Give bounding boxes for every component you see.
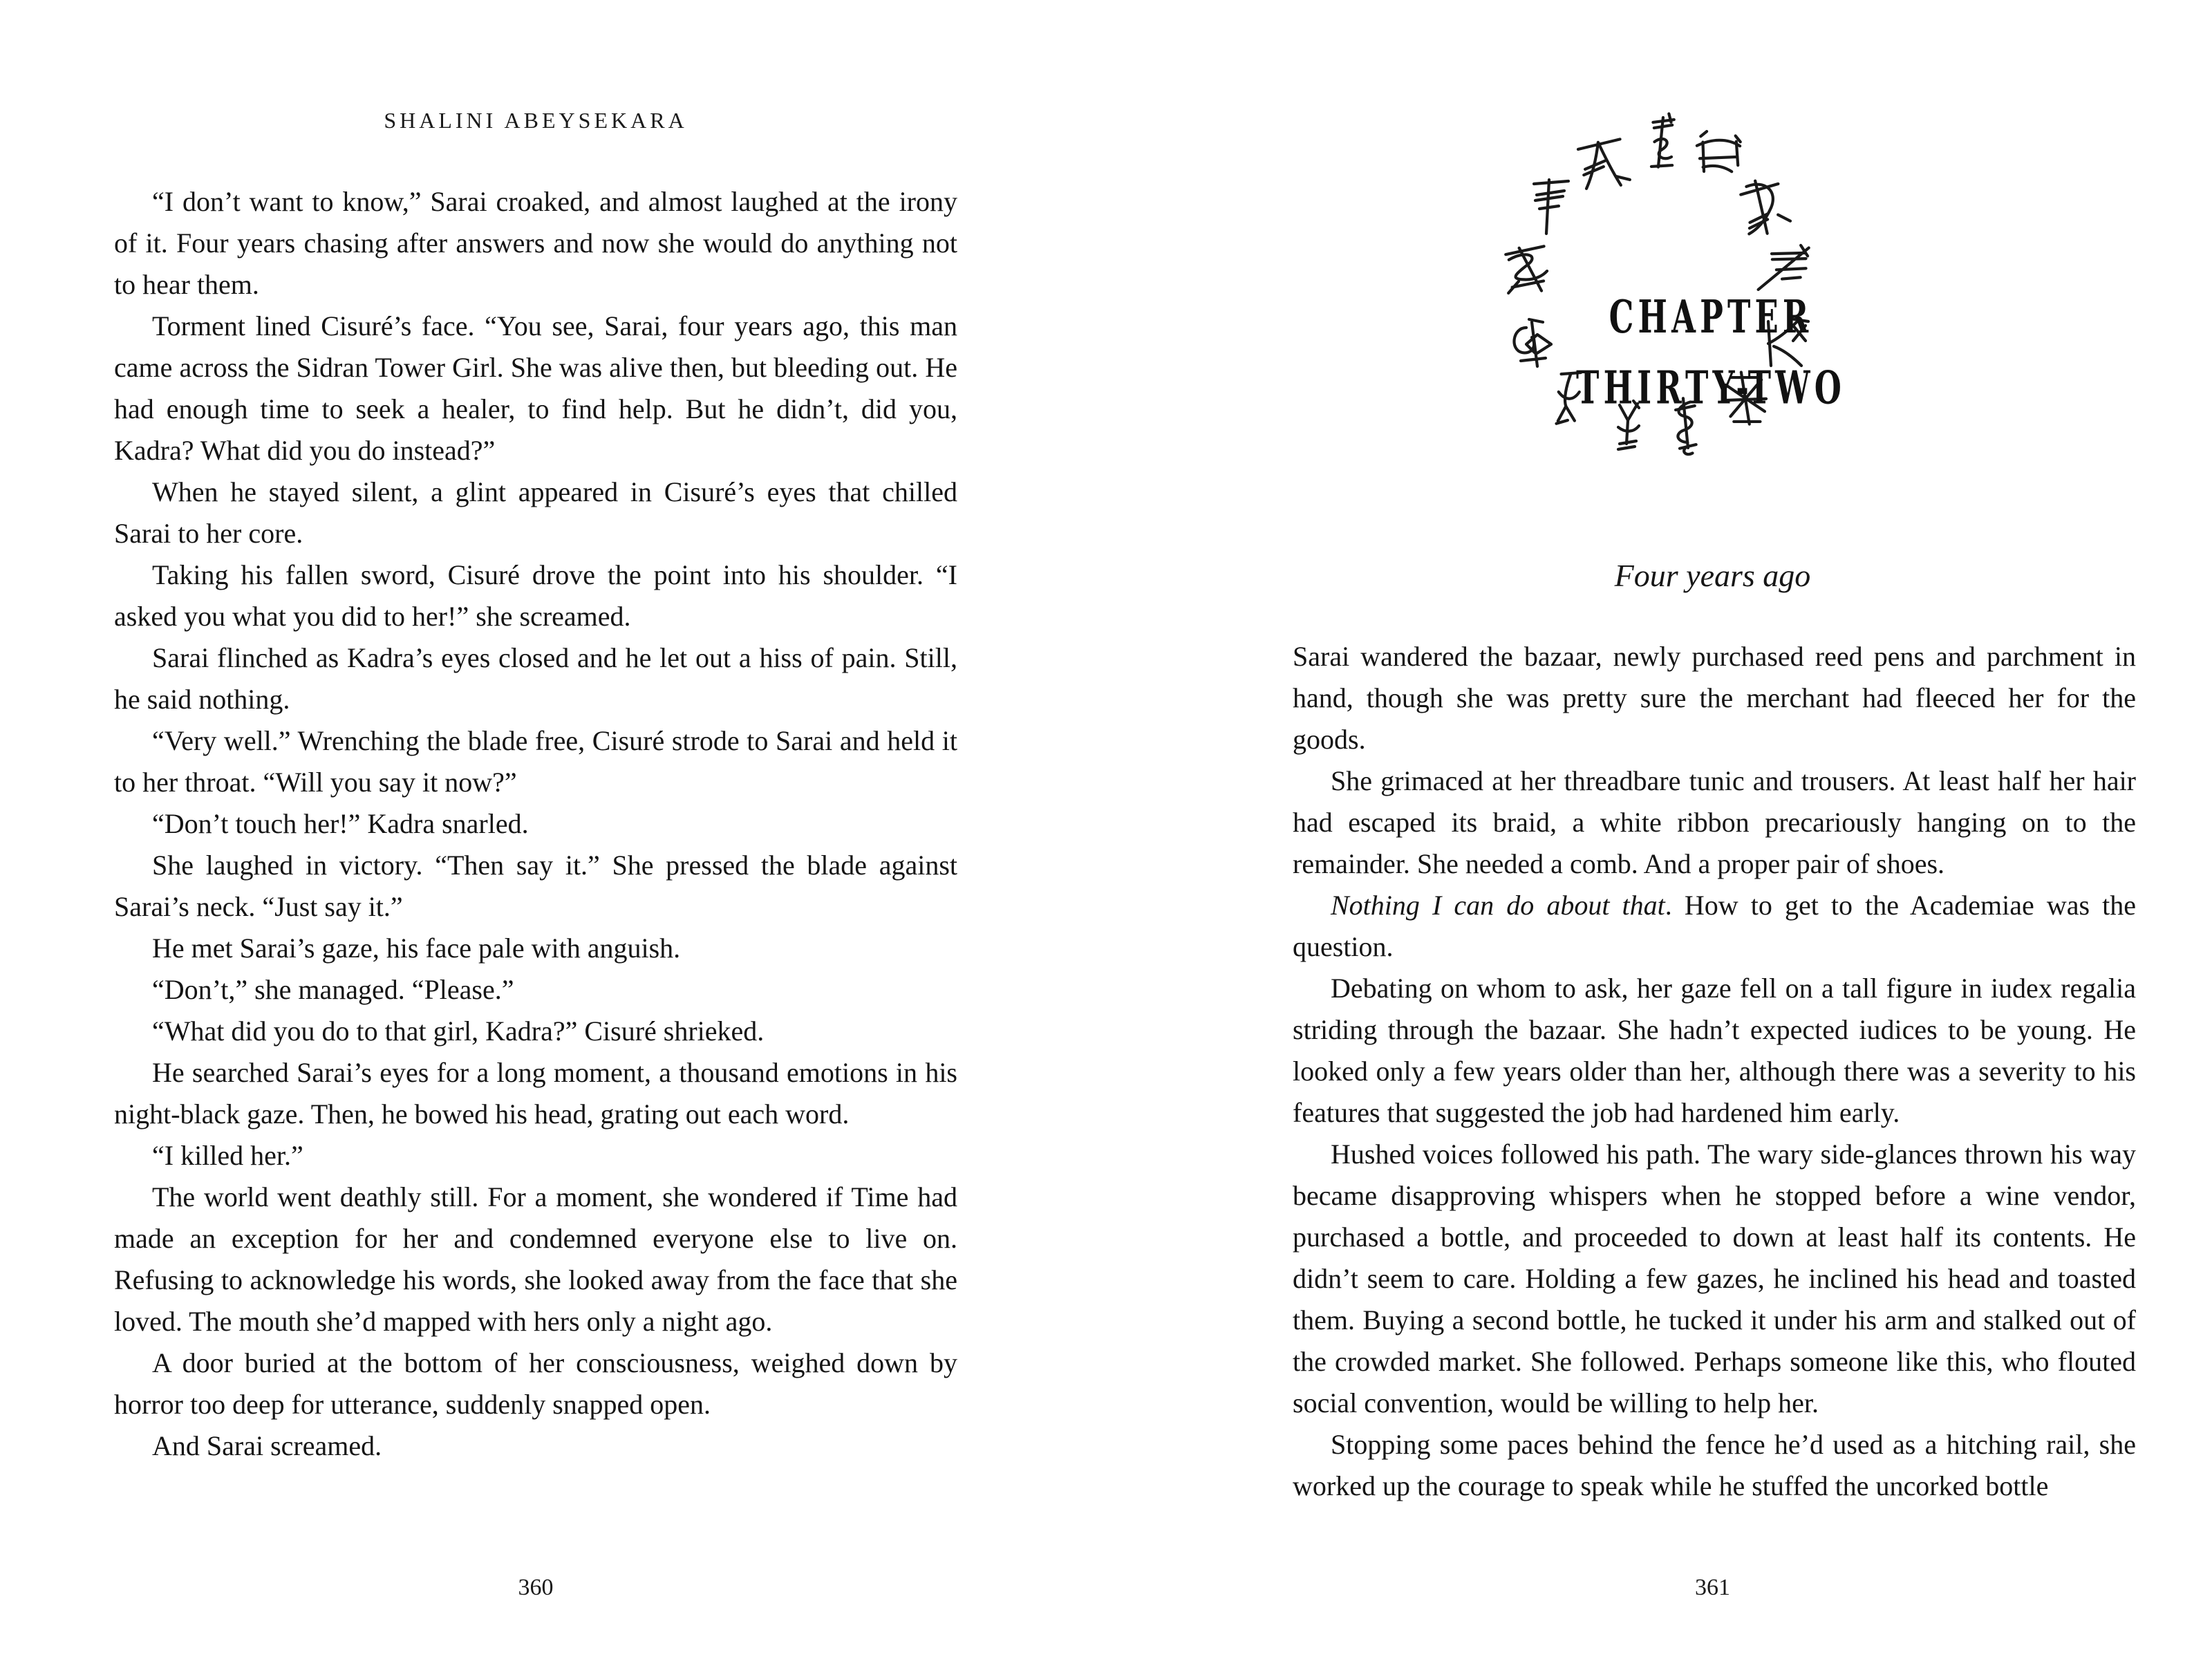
paragraph: “Very well.” Wrenching the blade free, Cisuré strode to Sarai and held it to her throat. “Will you say it now?” — [114, 725, 957, 798]
page-number-right: 361 — [1695, 1575, 1730, 1600]
paragraph: Torment lined Cisuré’s face. “You see, Sarai, four years ago, this man came across the Sidran Tower Girl. She was alive then, but bleeding out. He had enough time to seek a healer, to find help. But he didn’t, did you, Kadra? What did you do instead?” — [114, 310, 957, 466]
paragraph-text: Stopping some paces behind the fence he’d used as a hitching rail, she worked up the courage to speak while he stuffed the uncorked bottle — [1293, 1429, 2136, 1501]
paragraph: Taking his fallen sword, Cisuré drove the point into his shoulder. “I asked you what you did to her!” she screamed. — [114, 559, 957, 632]
paragraph-text: Sarai wandered the bazaar, newly purchased reed pens and parchment in hand, though she was pretty sure the merchant had fleeced her for the goods. — [1293, 641, 2136, 755]
paragraph: Sarai flinched as Kadra’s eyes closed and he let out a hiss of pain. Still, he said nothing. — [114, 642, 957, 715]
chapter-heading-line2: THIRTY-TWO — [1576, 362, 1846, 415]
rune-glyph — [1534, 180, 1568, 234]
paragraph-text: . How to get to the Academiae was the question. — [1293, 890, 2136, 962]
paragraph: “What did you do to that girl, Kadra?” Cisuré shrieked. — [152, 1015, 765, 1047]
running-header-author: SHALINI ABEYSEKARA — [384, 108, 688, 133]
paragraph — [1293, 968, 2136, 1134]
paragraph-text: Hushed voices followed his path. The wary side-glances thrown his way became disapproving whispers when he stopped before a wine vendor, purchased a bottle, and proceeded to down at least half its contents. He didn’t seem to care. Holding a few gazes, he inclined his head and toasted them. Buying a second bottle, he tucked it under his arm and stalked out of the crowded market. She followed. Perhaps someone like this, who flouted social convention, would be willing to help her. — [1293, 1138, 2136, 1418]
rune-glyph — [1739, 176, 1792, 237]
chapter-heading — [1526, 282, 1897, 424]
paragraph: She laughed in victory. “Then say it.” She pressed the blade against Sarai’s neck. “Just say it.” — [114, 850, 957, 922]
paragraph: When he stayed silent, a glint appeared in Cisuré’s eyes that chilled Sarai to her core. — [114, 476, 957, 549]
paragraph: “Don’t,” she managed. “Please.” — [152, 974, 514, 1005]
paragraph — [1293, 1424, 2136, 1507]
paragraph — [1293, 885, 2136, 968]
chapter-heading-line1: CHAPTER — [1609, 290, 1813, 344]
section-subtitle: Four years ago — [1614, 558, 1811, 593]
paragraph — [1293, 636, 2136, 760]
paragraph — [1293, 760, 2136, 885]
paragraph-text: Debating on whom to ask, her gaze fell on a tall figure in iudex regalia striding through the bazaar. She hadn’t expected iudices to be young. He looked only a few years older than her, although there was a severity to his features that suggested the job had hardened him early. — [1293, 973, 2136, 1128]
left-page-body — [114, 181, 957, 1467]
paragraph: “I don’t want to know,” Sarai croaked, and almost laughed at the irony of it. Four years chasing after answers and now she would do anything not to hear them. — [114, 186, 957, 300]
paragraph: “I killed her.” — [152, 1140, 303, 1171]
paragraph: A door buried at the bottom of her consciousness, weighed down by horror too deep for utterance, suddenly snapped open. — [114, 1347, 957, 1420]
paragraph: He searched Sarai’s eyes for a long moment, a thousand emotions in his night-black gaze. Then, he bowed his head, grating out each word. — [114, 1057, 957, 1130]
paragraph-text: She grimaced at her threadbare tunic and trousers. At least half her hair had escaped its braid, a white ribbon precariously hanging on to the remainder. She needed a comb. And a proper pair of shoes. — [1293, 765, 2136, 879]
paragraph: The world went deathly still. For a moment, she wondered if Time had made an exception for her and condemned everyone else to live on. Refusing to acknowledge his words, she looked away from the face that she loved. The mouth she’d mapped with hers only a night ago. — [114, 1181, 957, 1337]
paragraph: “Don’t touch her!” Kadra snarled. — [152, 808, 529, 839]
paragraph: And Sarai screamed. — [152, 1430, 382, 1461]
paragraph-italic-lead: Nothing I can do about that — [1331, 890, 1665, 921]
paragraph: He met Sarai’s gaze, his face pale with anguish. — [152, 932, 681, 964]
right-page-body — [1293, 636, 2136, 1507]
paragraph — [1293, 1134, 2136, 1424]
rune-glyph — [1694, 131, 1741, 175]
rune-glyph — [1577, 139, 1631, 191]
rune-glyph — [1650, 113, 1676, 168]
page-number-left: 360 — [518, 1575, 554, 1600]
